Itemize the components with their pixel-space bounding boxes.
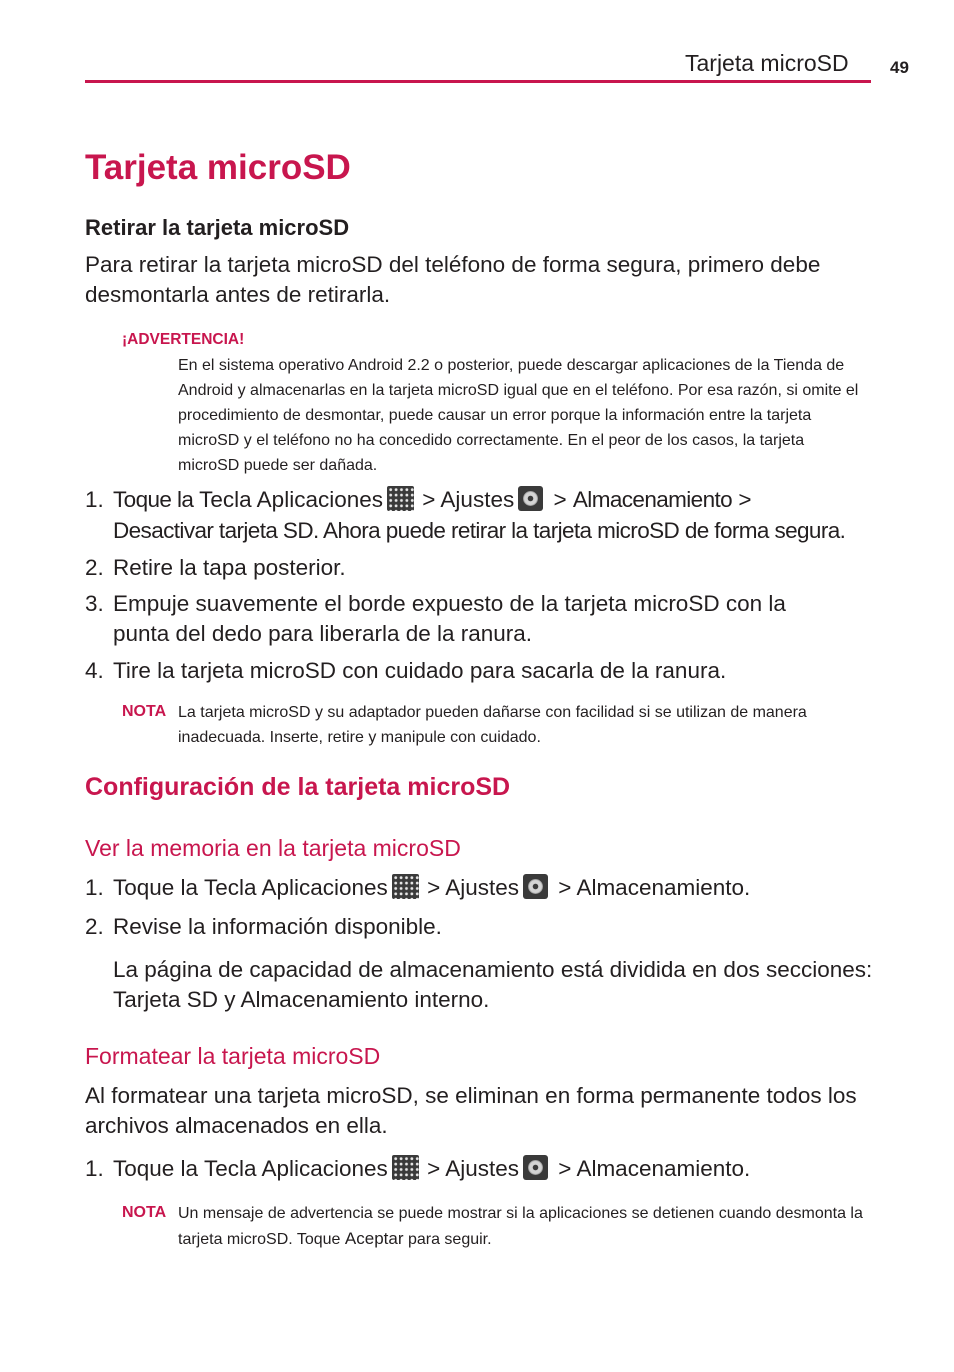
separator: > (427, 1156, 441, 1181)
accept-label: Aceptar (344, 1229, 404, 1248)
remove-step-4: Tire la tarjeta microSD con cuidado para sacarla de la ranura. (113, 658, 727, 683)
warning-text: En el sistema operativo Android 2.2 o posterior, puede descargar aplicaciones de la Tienda de Android y almacenarlas en la tarjeta microSD igual que en el teléfono. Por esa razón, si omite el procedimiento de desmontar, puede causar un error porque la información entre la tarjeta microSD y el teléfono no ha concedido correctamente. En el peor de los casos, la tarjeta microSD puede ser dañada. (178, 357, 859, 474)
step-number: 4. (85, 658, 104, 683)
memory-detail: La página de capacidad de almacenamiento está dividida en dos secciones: Tarjeta SD y Almacenamiento interno. (113, 957, 873, 1012)
format-intro: Al formatear una tarjeta microSD, se eliminan en forma permanente todos los archivos almacenados en ella. (85, 1083, 857, 1138)
settings-gear-icon (523, 1155, 548, 1180)
storage-label: Almacenamiento (576, 875, 745, 900)
step-number: 2. (85, 555, 104, 580)
separator: > (558, 875, 572, 900)
apps-grid-icon (387, 486, 414, 511)
note-text: La tarjeta microSD y su adaptador pueden dañarse con facilidad si se utilizan de manera inadecuada. Inserte, retire y manipule con cuidado. (178, 704, 807, 746)
format-step-1 (113, 1154, 873, 1184)
period: . (744, 875, 751, 900)
step-tail: . Ahora puede retirar la tarjeta microSD de forma segura. (312, 518, 846, 543)
remove-step-2: Retire la tapa posterior. (113, 555, 346, 580)
apps-grid-icon (392, 874, 419, 899)
settings-label: Ajustes (445, 1156, 520, 1181)
settings-gear-icon (523, 874, 548, 899)
unmount-label: Desactivar tarjeta SD (113, 518, 313, 543)
apps-key-label: Tecla Aplicaciones (199, 487, 383, 512)
settings-label: Ajustes (440, 487, 515, 512)
note-label: NOTA (122, 703, 167, 720)
page-title: Tarjeta microSD (85, 148, 351, 187)
section-heading-config: Configuración de la tarjeta microSD (85, 773, 511, 801)
subsection-heading-memory: Ver la memoria en la tarjeta microSD (85, 835, 461, 861)
memory-step-1 (113, 873, 873, 903)
note-text-part: para seguir. (407, 1231, 492, 1248)
settings-label: Ajustes (445, 875, 520, 900)
period: . (744, 1156, 751, 1181)
page-number: 49 (890, 58, 909, 77)
subsection-heading-format: Formatear la tarjeta microSD (85, 1043, 381, 1069)
separator: > (427, 875, 441, 900)
running-header-title: Tarjeta microSD (685, 50, 849, 76)
step-number: 1. (85, 1156, 104, 1181)
step-lead: Toque la (113, 1156, 199, 1181)
remove-intro: Para retirar la tarjeta microSD del teléfono de forma segura, primero debe desmontarla antes de retirarla. (85, 252, 821, 307)
warning-label: ¡ADVERTENCIA! (122, 331, 245, 348)
storage-label: Almacenamiento (572, 487, 733, 512)
note-label: NOTA (122, 1204, 167, 1221)
apps-key-label: Tecla Aplicaciones (203, 875, 388, 900)
step-number: 2. (85, 914, 104, 939)
remove-step-1 (113, 485, 873, 515)
storage-label: Almacenamiento (576, 1156, 745, 1181)
header-rule (85, 80, 871, 83)
note-text-format (178, 1201, 868, 1252)
separator: > (422, 487, 436, 512)
remove-step-1-cont (113, 516, 883, 546)
section-heading-remove: Retirar la tarjeta microSD (85, 215, 350, 240)
note-text-part: Un mensaje de advertencia se puede mostrar si la aplicaciones se detienen cuando desmonta la tarjeta microSD. Toque (178, 1205, 863, 1248)
settings-gear-icon (518, 486, 543, 511)
separator: > (738, 487, 752, 512)
remove-step-3: Empuje suavemente el borde expuesto de la tarjeta microSD con la punta del dedo para liberarla de la ranura. (113, 591, 786, 646)
apps-grid-icon (392, 1155, 419, 1180)
apps-key-label: Tecla Aplicaciones (203, 1156, 388, 1181)
step-lead: Toque la (113, 875, 199, 900)
separator: > (558, 1156, 572, 1181)
memory-step-2: Revise la información disponible. (113, 914, 442, 939)
step-number: 3. (85, 591, 104, 616)
step-number: 1. (85, 487, 104, 512)
separator: > (553, 487, 567, 512)
step-lead: Toque la (113, 487, 194, 512)
step-number: 1. (85, 875, 104, 900)
